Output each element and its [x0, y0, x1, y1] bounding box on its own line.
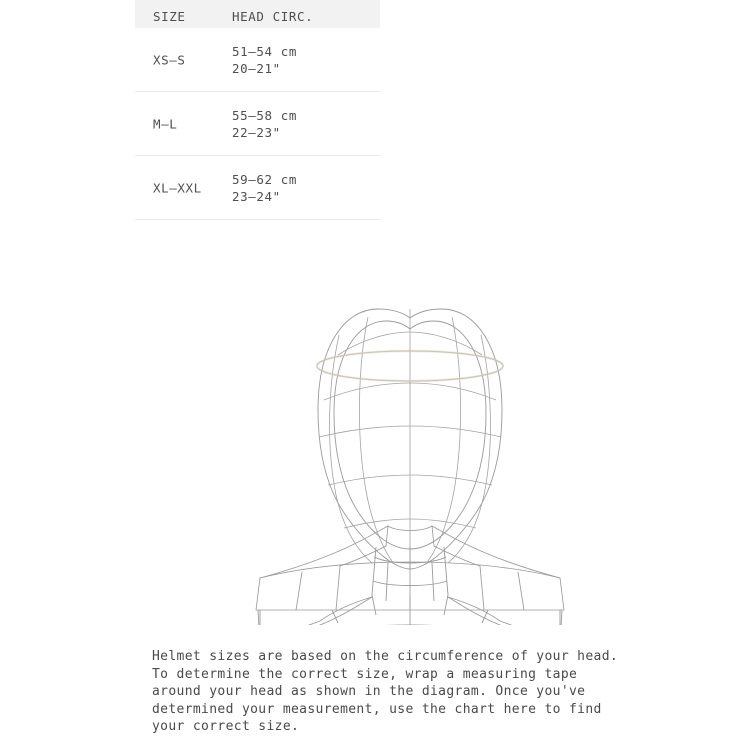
table-row — [135, 92, 380, 156]
circ-cm: 51–54 cm — [232, 43, 298, 59]
circ-inches: 22–23" — [232, 124, 281, 140]
size-chart-table — [135, 0, 380, 220]
table-row — [135, 28, 380, 92]
cell-size-value: M–L — [153, 116, 178, 131]
cell-size-value: XL–XXL — [153, 180, 202, 195]
table-row — [135, 156, 380, 220]
circ-cm: 55–58 cm — [232, 107, 298, 123]
size-guide-description — [152, 648, 622, 736]
column-header-head-circumference: HEAD CIRC. — [232, 9, 314, 24]
circ-cm: 59–62 cm — [232, 171, 298, 187]
cell-head-circumference-value — [232, 171, 297, 205]
circ-inches: 20–21" — [232, 60, 281, 76]
table-header-row — [135, 0, 380, 28]
circ-inches: 23–24" — [232, 188, 281, 204]
cell-head-circumference-value — [232, 43, 297, 77]
cell-size-value: XS–S — [153, 52, 186, 67]
description-paragraph: Helmet sizes are based on the circumference of your head. To determine the correct size, wrap a measuring tape around your head as shown in the diagram. Once you've determined your measurement, use the chart here to find your correct size. — [152, 649, 619, 735]
torso-wireframe-svg — [240, 520, 580, 620]
column-header-size: SIZE — [153, 9, 186, 24]
torso-diagram — [240, 520, 580, 620]
cell-head-circumference-value — [232, 107, 297, 141]
